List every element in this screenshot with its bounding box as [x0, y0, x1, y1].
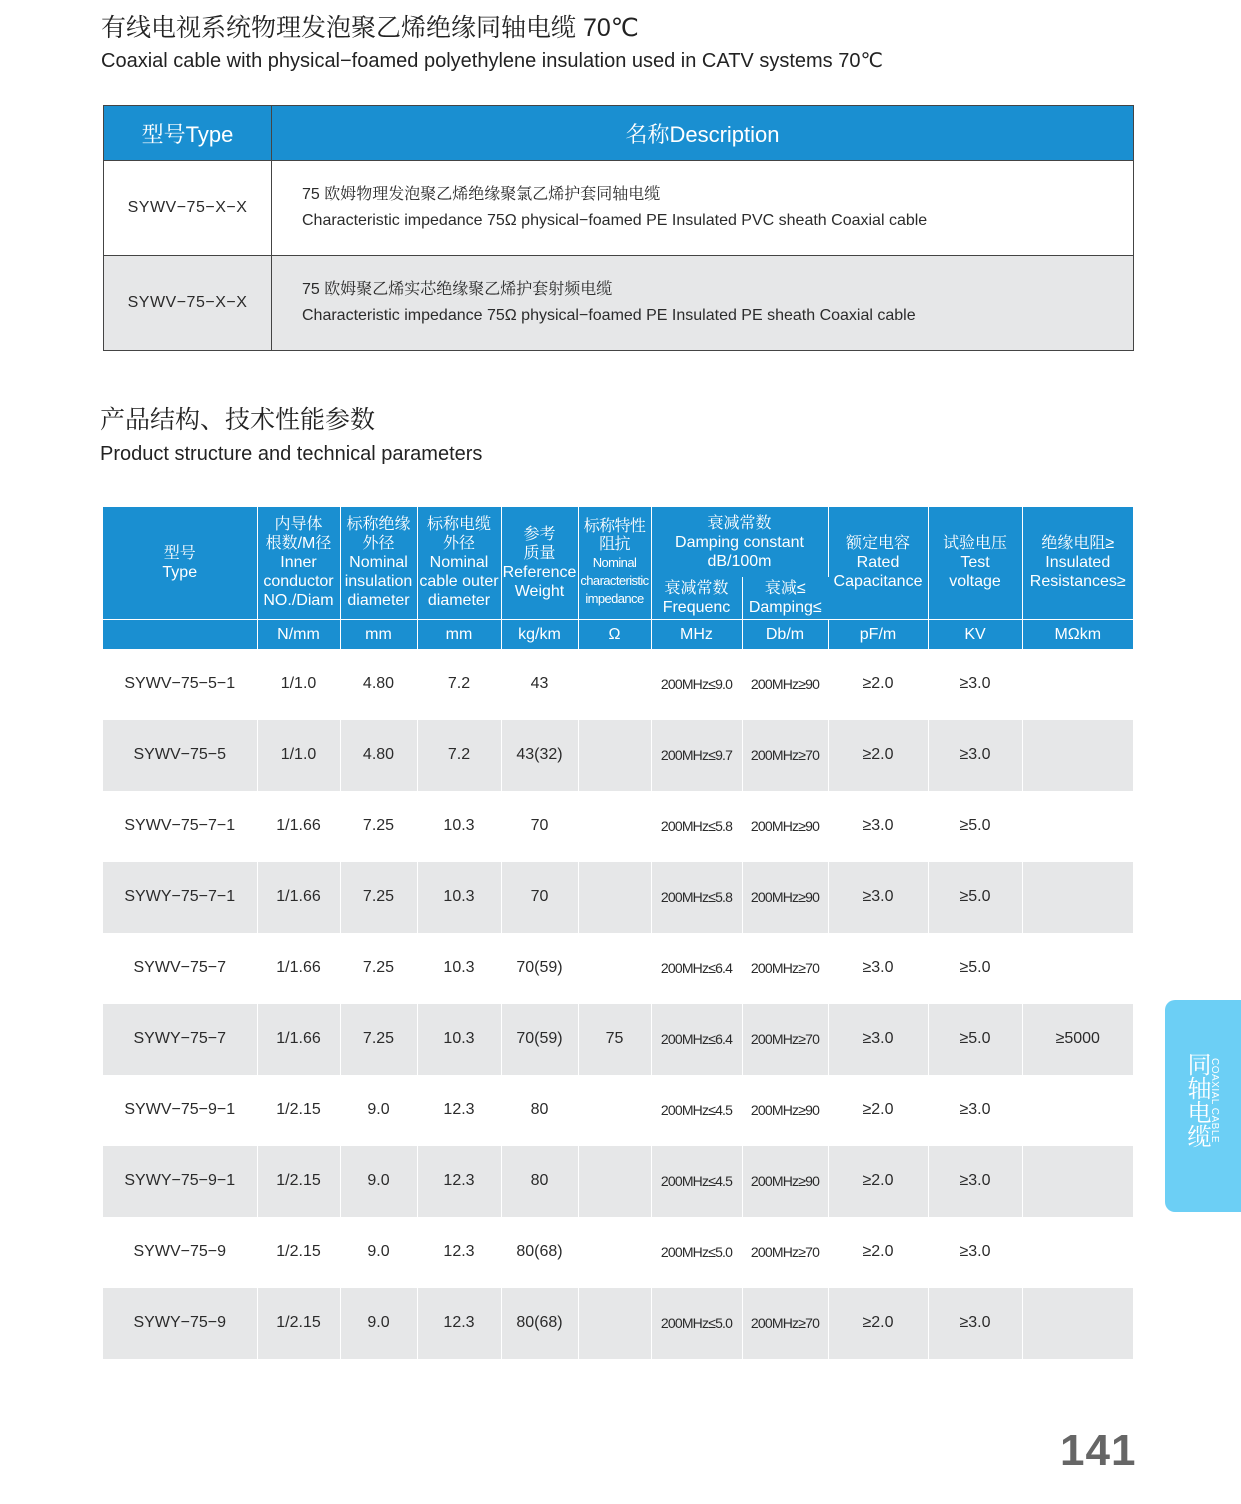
cell-type: SYWV−75−9−1	[103, 1075, 257, 1146]
cell-test-voltage: ≥5.0	[928, 862, 1022, 933]
header-inner-conductor: 内导体 根数/M径 Inner conductor NO./Diam	[257, 507, 340, 619]
section-title-cn: 产品结构、技术性能参数	[100, 406, 376, 434]
type-cell: SYWV−75−X−X	[104, 256, 272, 351]
cell-capacitance: ≥3.0	[828, 1004, 928, 1075]
description-column-header: 名称Description	[272, 106, 1134, 161]
unit-cell: KV	[928, 619, 1022, 649]
cell-impedance	[578, 649, 651, 720]
cell-insulation-resistance	[1022, 1146, 1133, 1217]
cell-capacitance: ≥2.0	[828, 720, 928, 791]
section-title-en: Product structure and technical parameters	[100, 443, 483, 465]
cell-insulation-resistance	[1022, 649, 1133, 720]
page-number: 141	[1060, 1426, 1137, 1475]
table-row	[104, 256, 1134, 351]
cell-inner-conductor: 1/1.0	[257, 649, 340, 720]
cell-damping-value: 200MHz≥70	[742, 1217, 828, 1288]
cell-type: SYWV−75−7	[103, 933, 257, 1004]
section-side-tab	[1165, 1000, 1241, 1212]
cell-inner-conductor: 1/2.15	[257, 1217, 340, 1288]
cell-impedance	[578, 791, 651, 862]
table-row	[103, 1004, 1133, 1075]
description-cell	[272, 256, 1134, 351]
cell-weight: 70	[501, 862, 578, 933]
cell-damping-frequency: 200MHz≤5.8	[651, 862, 742, 933]
cell-damping-frequency: 200MHz≤4.5	[651, 1075, 742, 1146]
unit-cell: mm	[340, 619, 417, 649]
cell-weight: 70(59)	[501, 1004, 578, 1075]
header-impedance: 标称特性 阻抗 Nominal characteristic impedance	[578, 507, 651, 619]
table-row	[103, 791, 1133, 862]
cell-insulation-diameter: 9.0	[340, 1075, 417, 1146]
cell-type: SYWY−75−9−1	[103, 1146, 257, 1217]
unit-cell: MHz	[651, 619, 742, 649]
cell-outer-diameter: 10.3	[417, 933, 501, 1004]
cell-insulation-diameter: 4.80	[340, 649, 417, 720]
cell-damping-value: 200MHz≥90	[742, 791, 828, 862]
unit-cell: Ω	[578, 619, 651, 649]
cell-impedance	[578, 1146, 651, 1217]
cell-capacitance: ≥2.0	[828, 1146, 928, 1217]
unit-cell: pF/m	[828, 619, 928, 649]
cell-capacitance: ≥3.0	[828, 862, 928, 933]
cell-inner-conductor: 1/2.15	[257, 1146, 340, 1217]
cell-damping-value: 200MHz≥90	[742, 1075, 828, 1146]
cell-damping-frequency: 200MHz≤5.0	[651, 1288, 742, 1359]
cell-weight: 80	[501, 1075, 578, 1146]
cell-test-voltage: ≥5.0	[928, 933, 1022, 1004]
description-en: Characteristic impedance 75Ω physical−foamed PE Insulated PE sheath Coaxial cable	[302, 307, 916, 324]
cell-insulation-resistance: ≥5000	[1022, 1004, 1133, 1075]
header-test-voltage: 试验电压 Test voltage	[928, 507, 1022, 619]
cell-damping-frequency: 200MHz≤9.0	[651, 649, 742, 720]
table-row	[103, 1217, 1133, 1288]
cell-outer-diameter: 12.3	[417, 1146, 501, 1217]
cell-outer-diameter: 12.3	[417, 1075, 501, 1146]
page-title-cn: 有线电视系统物理发泡聚乙烯绝缘同轴电缆 70℃	[101, 14, 639, 42]
table-row	[103, 933, 1133, 1004]
cell-insulation-diameter: 7.25	[340, 1004, 417, 1075]
type-column-header: 型号Type	[104, 106, 272, 161]
cell-damping-value: 200MHz≥70	[742, 1288, 828, 1359]
cell-impedance	[578, 720, 651, 791]
header-insulation-diameter: 标称绝缘 外径 Nominal insulation diameter	[340, 507, 417, 619]
table-row	[104, 161, 1134, 256]
cell-capacitance: ≥3.0	[828, 933, 928, 1004]
description-cell	[272, 161, 1134, 256]
cell-impedance	[578, 1288, 651, 1359]
cell-inner-conductor: 1/2.15	[257, 1288, 340, 1359]
cell-insulation-diameter: 9.0	[340, 1288, 417, 1359]
cell-impedance	[578, 933, 651, 1004]
cell-inner-conductor: 1/1.66	[257, 791, 340, 862]
cell-insulation-resistance	[1022, 1075, 1133, 1146]
cell-test-voltage: ≥3.0	[928, 720, 1022, 791]
cell-capacitance: ≥2.0	[828, 1075, 928, 1146]
table-row	[103, 862, 1133, 933]
cell-test-voltage: ≥5.0	[928, 791, 1022, 862]
unit-cell: MΩkm	[1022, 619, 1133, 649]
cell-outer-diameter: 10.3	[417, 862, 501, 933]
cell-impedance	[578, 1075, 651, 1146]
cell-inner-conductor: 1/1.66	[257, 933, 340, 1004]
table-row	[103, 649, 1133, 720]
cell-damping-frequency: 200MHz≤6.4	[651, 933, 742, 1004]
cell-capacitance: ≥2.0	[828, 1288, 928, 1359]
unit-cell: N/mm	[257, 619, 340, 649]
header-outer-diameter: 标称电缆 外径 Nominal cable outer diameter	[417, 507, 501, 619]
cell-outer-diameter: 12.3	[417, 1217, 501, 1288]
cell-test-voltage: ≥3.0	[928, 1075, 1022, 1146]
unit-cell: Db/m	[742, 619, 828, 649]
cell-type: SYWV−75−9	[103, 1217, 257, 1288]
cell-impedance	[578, 862, 651, 933]
cell-inner-conductor: 1/1.66	[257, 1004, 340, 1075]
cell-damping-value: 200MHz≥70	[742, 720, 828, 791]
cell-insulation-diameter: 9.0	[340, 1217, 417, 1288]
cell-outer-diameter: 12.3	[417, 1288, 501, 1359]
cell-weight: 43(32)	[501, 720, 578, 791]
cell-damping-value: 200MHz≥70	[742, 1004, 828, 1075]
cell-type: SYWY−75−7−1	[103, 862, 257, 933]
cell-outer-diameter: 7.2	[417, 720, 501, 791]
cell-insulation-resistance	[1022, 1288, 1133, 1359]
cell-test-voltage: ≥3.0	[928, 649, 1022, 720]
cell-type: SYWY−75−9	[103, 1288, 257, 1359]
cell-weight: 43	[501, 649, 578, 720]
cell-insulation-resistance	[1022, 1217, 1133, 1288]
cell-damping-frequency: 200MHz≤5.8	[651, 791, 742, 862]
description-en: Characteristic impedance 75Ω physical−foamed PE Insulated PVC sheath Coaxial cable	[302, 212, 928, 229]
cell-damping-value: 200MHz≥90	[742, 649, 828, 720]
cell-outer-diameter: 10.3	[417, 791, 501, 862]
cell-type: SYWV−75−5−1	[103, 649, 257, 720]
cell-insulation-diameter: 4.80	[340, 720, 417, 791]
cell-insulation-diameter: 9.0	[340, 1146, 417, 1217]
cell-weight: 80(68)	[501, 1288, 578, 1359]
cell-damping-value: 200MHz≥90	[742, 1146, 828, 1217]
cell-test-voltage: ≥3.0	[928, 1217, 1022, 1288]
table-row	[103, 1075, 1133, 1146]
cell-outer-diameter: 10.3	[417, 1004, 501, 1075]
header-weight: 参考 质量 Reference Weight	[501, 507, 578, 619]
table-row	[103, 1146, 1133, 1217]
header-insulation-resistance: 绝缘电阻≥ Insulated Resistances≥	[1022, 507, 1133, 619]
page-title-en: Coaxial cable with physical−foamed polyethylene insulation used in CATV systems 70℃	[101, 50, 883, 72]
unit-empty	[103, 619, 257, 649]
cell-insulation-diameter: 7.25	[340, 933, 417, 1004]
cell-damping-frequency: 200MHz≤9.7	[651, 720, 742, 791]
cell-impedance: 75	[578, 1004, 651, 1075]
cell-insulation-diameter: 7.25	[340, 791, 417, 862]
table-row	[103, 1288, 1133, 1359]
type-description-table	[103, 105, 1134, 351]
header-damping-constant: 衰减常数 Damping constant dB/100m	[651, 507, 828, 577]
cell-capacitance: ≥2.0	[828, 649, 928, 720]
unit-cell: kg/km	[501, 619, 578, 649]
cell-type: SYWV−75−5	[103, 720, 257, 791]
header-type: 型号 Type	[103, 507, 257, 619]
cell-inner-conductor: 1/2.15	[257, 1075, 340, 1146]
cell-outer-diameter: 7.2	[417, 649, 501, 720]
cell-test-voltage: ≥5.0	[928, 1004, 1022, 1075]
cell-damping-frequency: 200MHz≤4.5	[651, 1146, 742, 1217]
table-row	[103, 720, 1133, 791]
type-cell: SYWV−75−X−X	[104, 161, 272, 256]
cell-damping-value: 200MHz≥70	[742, 933, 828, 1004]
side-tab-label-en: COAXIAL CABLE	[1209, 1058, 1220, 1144]
cell-test-voltage: ≥3.0	[928, 1288, 1022, 1359]
cell-insulation-resistance	[1022, 862, 1133, 933]
cell-insulation-resistance	[1022, 933, 1133, 1004]
cell-type: SYWV−75−7−1	[103, 791, 257, 862]
cell-inner-conductor: 1/1.66	[257, 862, 340, 933]
cell-damping-frequency: 200MHz≤6.4	[651, 1004, 742, 1075]
header-damping-frequency: 衰减常数 Frequenc	[651, 577, 742, 619]
cell-insulation-resistance	[1022, 791, 1133, 862]
cell-weight: 80	[501, 1146, 578, 1217]
description-cn: 75 欧姆聚乙烯实芯绝缘聚乙烯护套射频电缆	[302, 281, 613, 298]
cell-test-voltage: ≥3.0	[928, 1146, 1022, 1217]
cell-capacitance: ≥3.0	[828, 791, 928, 862]
header-damping-value: 衰减≤ Damping≤	[742, 577, 828, 619]
cell-weight: 70(59)	[501, 933, 578, 1004]
side-tab-label-cn: 同轴电缆	[1183, 1052, 1210, 1148]
cell-damping-value: 200MHz≥90	[742, 862, 828, 933]
description-cn: 75 欧姆物理发泡聚乙烯绝缘聚氯乙烯护套同轴电缆	[302, 186, 661, 203]
cell-insulation-diameter: 7.25	[340, 862, 417, 933]
cell-impedance	[578, 1217, 651, 1288]
cell-type: SYWY−75−7	[103, 1004, 257, 1075]
header-capacitance: 额定电容 Rated Capacitance	[828, 507, 928, 619]
unit-cell: mm	[417, 619, 501, 649]
parameter-table	[103, 507, 1133, 1359]
cell-inner-conductor: 1/1.0	[257, 720, 340, 791]
cell-weight: 70	[501, 791, 578, 862]
cell-insulation-resistance	[1022, 720, 1133, 791]
parameter-table-body	[103, 649, 1133, 1359]
cell-damping-frequency: 200MHz≤5.0	[651, 1217, 742, 1288]
cell-capacitance: ≥2.0	[828, 1217, 928, 1288]
cell-weight: 80(68)	[501, 1217, 578, 1288]
